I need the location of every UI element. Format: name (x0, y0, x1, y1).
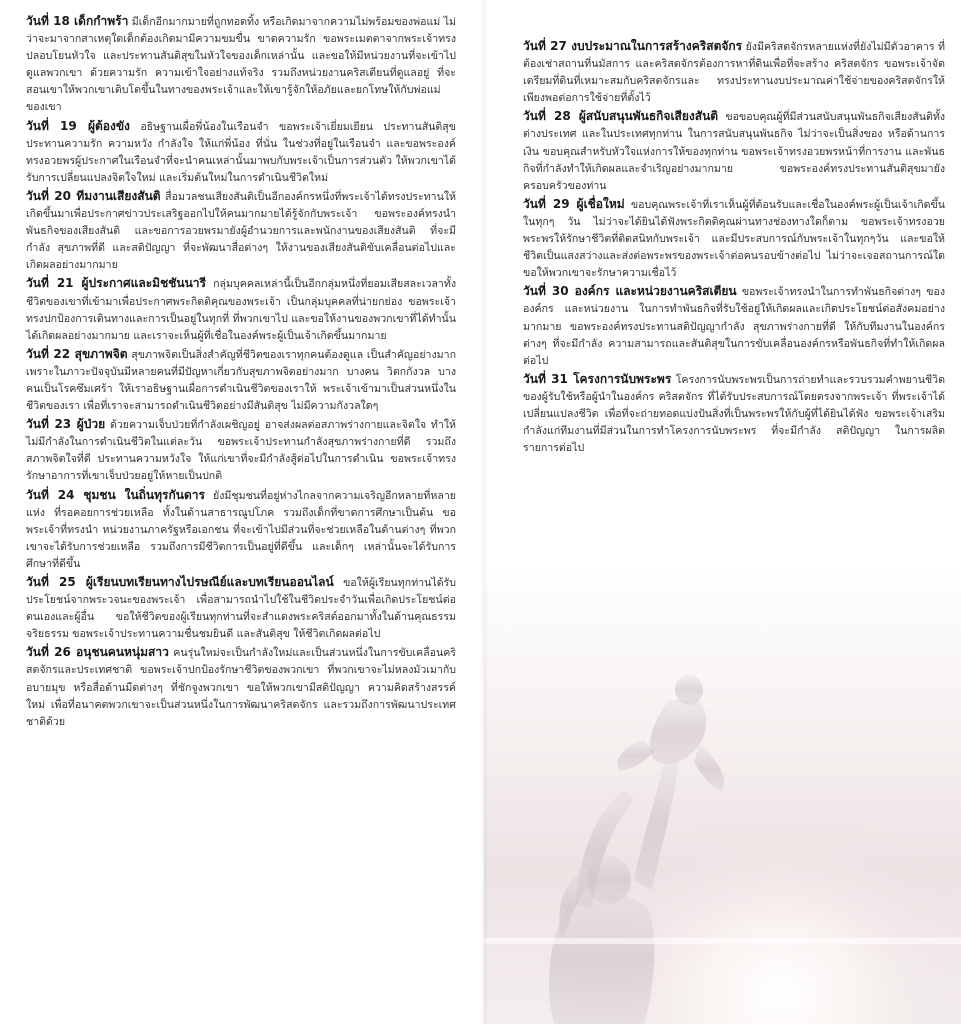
entry-body: สุขภาพจิตเป็นสิ่งสำคัญที่ชีวิตของเราทุกคนต้องดูแล เป็นสำคัญอย่างมาก เพราะในภาวะปัจจุบันมีหลายคนที่มีปัญหาเกี่ยวกับสุขภาพจิตอย่างมาก บางคน วิตกกังวล บางคนเป็นโรคซึมเศร้า ให้เราอธิษฐานเผื่อการดำเนินชีวิตของเราให้ พระเจ้าเข้ามาเป็นส่วนหนึ่งในชีวิตของเรา เพื่อที่เราจะสามารถดำเนินชีวิตอย่างมีสันติสุข ไม่มีความกังวลใดๆ (26, 348, 456, 413)
prayer-entry-23 (26, 416, 456, 485)
entry-title: วันที่ 28 ผู้สนับสนุนพันธกิจเสียงสันติ (523, 109, 719, 124)
entry-title: วันที่ 25 ผู้เรียนบทเรียนทางไปรษณีย์และบทเรียนออนไลน์ (26, 575, 334, 589)
prayer-entry-30 (523, 283, 945, 369)
prayer-entry-25 (26, 574, 456, 643)
entry-title: วันที่ 20 ทีมงานเสียงสันติ (26, 188, 161, 203)
right-column (523, 38, 945, 458)
prayer-entry-22 (26, 346, 456, 415)
entry-body: คนรุ่นใหม่จะเป็นกำลังใหม่และเป็นส่วนหนึ่งในการขับเคลื่อนคริสตจักรและประเทศชาติ ขอพระเจ้าปกป้องรักษาชีวิตของพวกเขา ที่พวกเขาจะไม่หลงมัวเมากับอบายมุข หรือสื่อด้านมืดต่างๆ ที่ชักจูงพวกเขา ขอให้พวกเขามีสติปัญญา ความคิดสร้างสรรค์ใหม่ เพื่อที่อนาคตพวกเขาจะเป็นส่วนหนึ่งในการพัฒนาคริสตจักร และรวมถึงการพัฒนาประเทศชาติด้วย (26, 647, 456, 728)
prayer-entry-29 (523, 196, 945, 282)
entry-title: วันที่ 22 สุขภาพจิต (26, 346, 128, 361)
prayer-entry-24 (26, 487, 456, 573)
entry-body: ยังมีชุมชนที่อยู่ห่างไกลจากความเจริญอีกหลายที่หลายแห่ง ที่รอคอยการช่วยเหลือ ทั้งในด้านสาธารณูปโภค รวมถึงเด็กที่ขาดการศึกษาเป็นต้น ขอพระเจ้าที่ทรงนำ หน่วยงานภาครัฐหรือเอกชน ที่จะเข้าไปมีส่วนที่จะช่วยเหลือในด้านต่างๆ ที่พวกเขาจะได้รับการช่วยเหลือ รวมถึงการมีชีวิตการเป็นอยู่ที่ดีขึ้น และเด็กๆ เหล่านั้นจะได้รับการศึกษาที่ดีขึ้น (26, 489, 456, 570)
prayer-entry-21 (26, 275, 456, 344)
entry-title: วันที่ 24 ชุมชน ในถิ่นทุรกันดาร (26, 487, 205, 502)
entry-body: ขอให้ผู้เรียนทุกท่านได้รับประโยชน์จากพระวจนะของพระเจ้า เพื่อสามารถนำไปใช้ในชีวิตประจำวันเพื่อเกิดประโยชน์ต่อตนเองและผู้อื่น ขอให้ชีวิตของผู้เรียนทุกท่านที่จะสำแดงพระคริสต์ออกมาทั้งในด้านคุณธรรมจริยธรรม ขอพระเจ้าประทานความชื่นชมยินดี และสันติสุข ให้ชีวิตเกิดผลต่อไป (26, 577, 456, 641)
entry-body: อธิษฐานเผื่อพี่น้องในเรือนจำ ขอพระเจ้าเยี่ยมเยียน ประทานสันติสุข ประทานความรัก ความหวัง กำลังใจ ให้แก่พี่น้อง ที่นั่น ในช่วงที่อยู่ในเรือนจำ และขอพระองค์ทรงอวยพรผู้ประกาศในเรือนจำที่จะนำคนเหล่านั้นมาพบกับพระเจ้าเป็นการส่วนตัว ให้พวกเขาได้รับการเปลี่ยนแปลงจิตใจใหม่ และเริ่มต้นใหม่ในการดำเนินชีวิตใหม่ (26, 120, 457, 184)
entry-title: วันที่ 29 ผู้เชื่อใหม่ (523, 196, 625, 211)
right-page (484, 0, 961, 1024)
left-column (26, 13, 456, 732)
entry-title: วันที่ 31 โครงการนับพระพร (523, 371, 672, 386)
entry-body: ยังมีคริสตจักรหลายแห่งที่ยังไม่มีตัวอาคาร ที่ต้องเช่าสถานที่นมัสการ และคริสตจักรต้องการหาที่ดินเพื่อที่จะสร้าง คริสตจักร ขอพระเจ้าจัดเตรียมที่ดินที่เหมาะสมกับคริสตจักรและ ทรงประทานงบประมาณค่าใช้จ่ายของคริสตจักรให้เพียงพอต่อการใช้จ่ายที่ตั้งไว้ (523, 41, 945, 105)
entry-body: ขอพระเจ้าทรงนำในการทำพันธกิจต่างๆ ขององค์กร และหน่วยงาน ในการทำพันธกิจที่รับใช้อยู่ให้เกิดผลและเกิดประโยชน์ต่อสังคมอย่างมากมาย ขอพระองค์ทรงประทานสติปัญญากำลัง สุขภาพร่างกายที่ดี ให้กับทีมงานในองค์กรต่างๆ ที่จะมีกำลัง ความสามารถและสันติสุขในการขับเคลื่อนองค์กรหรือพันธกิจที่ทำให้เกิดผลต่อไป (523, 286, 945, 367)
entry-body: กลุ่มบุคคลเหล่านี้เป็นอีกกลุ่มหนึ่งที่ยอมเสียสละเวลาทั้งชีวิตของเขาที่เข้ามาเพื่อประกาศพระกิตติคุณของพระเจ้า เป็นกลุ่มบุคคลที่น่ายกย่อง ขอพระเจ้าทรงปกป้องการเดินทางและการเป็นอยู่ในทุกที่ ที่พวกเขาไป และขอให้งานของพวกเขาที่ได้ทำนั้นได้เกิดผลอย่างมากมาย และเราจะเห็นผู้ที่เชื่อในองค์พระผู้เป็นเจ้าเกิดขึ้นมากมาย (26, 278, 457, 342)
entry-title: วันที่ 30 องค์กร และหน่วยงานคริสเตียน (523, 284, 737, 299)
entry-title: วันที่ 23 ผู้ป่วย (26, 417, 106, 432)
prayer-entry-19 (26, 118, 456, 187)
prayer-entry-18 (26, 13, 456, 117)
entry-title: วันที่ 19 ผู้ต้องขัง (26, 118, 130, 133)
entry-title: วันที่ 26 อนุชนคนหนุ่มสาว (26, 645, 169, 660)
entry-body: มีเด็กอีกมากมายที่ถูกทอดทิ้ง หรือเกิดมาจากความไม่พร้อมของพ่อแม่ ไม่ว่าจะมาจากสาเหตุใดเด็กต้องเกิดมามีความขมขื่น ขาดความรัก ขอพระเมตตาจากพระเจ้าทรงปลอบโยนหัวใจ และประทานสันติสุขในหัวใจของเด็กเหล่านั้น และขอให้มีหน่วยงานที่จะเข้าไปดูแลพวกเขา ด้วยความรัก ความเข้าใจอย่างแท้จริง รวมถึงหน่วยงานคริสเตียนที่ดูแลอยู่ ที่จะสอนเขาให้พวกเขาเติบโตขึ้นในทางของพระเจ้าและให้เขารู้จักให้อภัยและยกโทษให้กับพ่อแม่ของเขา (26, 16, 457, 114)
entry-body: ขอบคุณพระเจ้าที่เราเห็นผู้ที่ต้อนรับและเชื่อในองค์พระผู้เป็นเจ้าเกิดขึ้นในทุกๆ วัน ไม่ว่าจะได้ยินได้ฟังพระกิตติคุณผ่านทางช่องทางใดก็ตาม ขอพระเจ้าทรงอวยพระพรให้รักษาชีวิตที่ติดสนิทกับพระเจ้า และมีประสบการณ์กับพระเจ้าในทุกๆวัน และขอให้ชีวิตเป็นแสงสว่างและส่งต่อพระพรของพระเจ้าต่อคนรอบข้างต่อไป ไม่ว่าจะเจอสถานการณ์ใดขอให้พวกเขาจะรักษาความเชื่อไว้ (523, 198, 945, 280)
entry-body: ขอขอบคุณผู้ที่มีส่วนสนับสนุนพันธกิจเสียงสันติทั้งต่างประเทศ และในประเทศทุกท่าน ในการสนับสนุนพันธกิจ ไม่ว่าจะเป็นสิ่งของ หรือด้านการเงิน ขอบคุณสำหรับหัวใจแห่งการให้ของทุกท่าน ขอพระเจ้าทรงอวยพรหน้าที่การงาน และพันธกิจที่กำลังทำให้เกิดผลและจำเริญอย่างมากมาย ขอพระองค์ทรงประทานสันติสุขมายังครอบครัวของท่าน (523, 111, 945, 192)
entry-title: วันที่ 21 ผู้ประกาศและมิชชันนารี (26, 276, 206, 291)
entry-body: โครงการนับพระพรเป็นการถ่ายทำและรวบรวมคำพยานชีวิตของผู้รับใช้หรือผู้นำในองค์กร คริสตจักร ที่ได้รับประสบการณ์โดยตรงจากพระเจ้า ที่พระเจ้าได้เปลี่ยนแปลงชีวิต เพื่อที่จะถ่ายทอดแบ่งปันสิ่งที่เป็นพระพรให้กับผู้ที่ได้ยินได้ฟัง ขอพระเจ้าเสริมกำลังแก่ทีมงานที่มีส่วนในการทำโครงการนับพระพร ที่จะมีกำลัง สติปัญญา ในการผลิตรายการต่อไป (523, 373, 945, 455)
prayer-entry-20 (26, 188, 456, 274)
prayer-entry-26 (26, 644, 456, 730)
entry-title: วันที่ 18 เด็กกำพร้า (26, 14, 129, 28)
entry-body: ด้วยความเจ็บป่วยที่กำลังเผชิญอยู่ อาจส่งผลต่อสภาพร่างกายและจิตใจ ทำให้ไม่มีกำลังในการดำเนินชีวิตในแต่ละวัน ขอพระเจ้าประทานกำลังสุขภาพร่างกายที่ดี รวมถึงสภาพจิตใจที่ดี ประทานความหวังใจ ให้แก่เขาที่จะมีกำลังสู้ต่อไปในการดำเนิน ขอพระเจ้าทรงรักษาอาการที่เขาเจ็บป่วยอยู่ให้หายเป็นปกติ (26, 419, 456, 483)
prayer-entry-27 (523, 38, 945, 107)
prayer-entry-31 (523, 371, 945, 457)
entry-body: สื่อมวลชนเสียงสันติเป็นอีกองค์กรหนึ่งที่พระเจ้าได้ทรงประทานให้เกิดขึ้นมาเพื่อประกาศข่าวประเสริฐออกไปให้คนมากมายได้รู้จักกับพระเจ้า ขอพระองค์ทรงนำพันธกิจของเสียงสันติ และขอการอวยพรมายังผู้อำนวยการและพนักงานของเสียงสันติ ที่จะมีกำลัง สุขภาพที่ดี และสติปัญญา ที่จะพัฒนาสื่อต่างๆ ให้งานของเสียงสันติขับเคลื่อนต่อไปและเกิดผลอย่างมากมาย (26, 190, 456, 272)
entry-title: วันที่ 27 งบประมาณในการสร้างคริสตจักร (523, 39, 743, 53)
page-gutter (480, 0, 488, 1024)
prayer-entry-28 (523, 108, 945, 194)
